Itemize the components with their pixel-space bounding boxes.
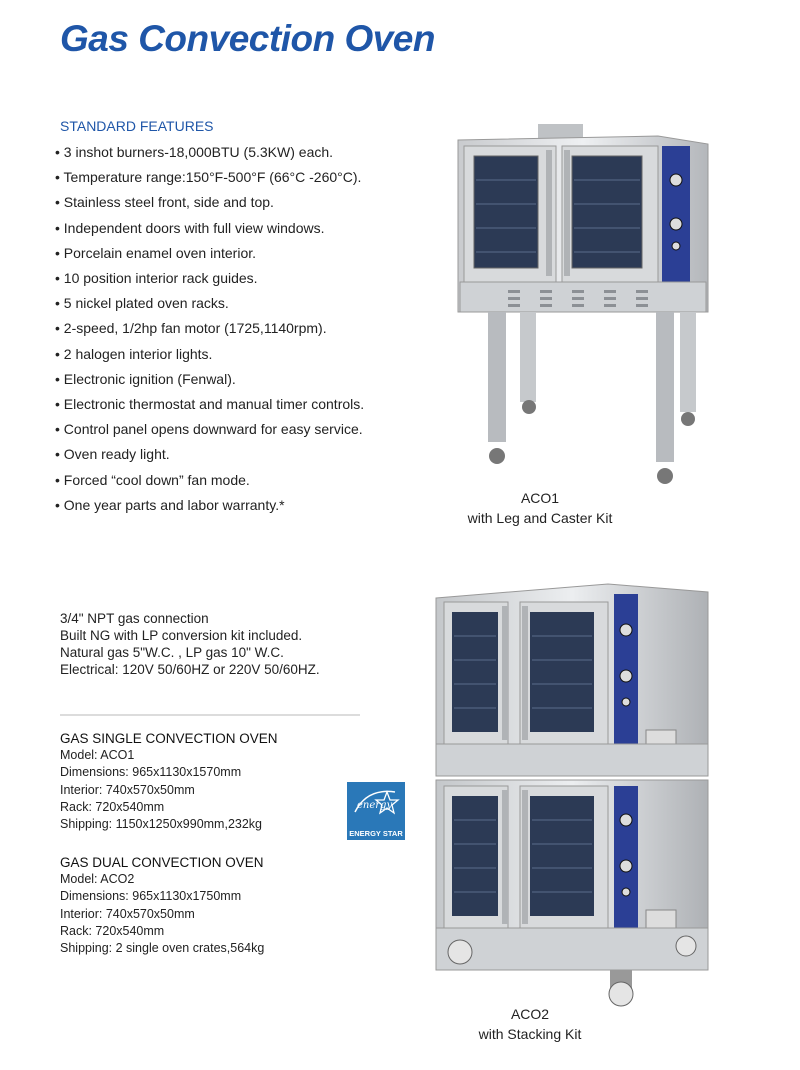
- feature-item: • Porcelain enamel oven interior.: [55, 241, 364, 266]
- spec-line: Interior: 740x570x50mm: [60, 906, 195, 921]
- feature-item: • 10 position interior rack guides.: [55, 266, 364, 291]
- gas-info-line: Natural gas 5"W.C. , LP gas 10" W.C.: [60, 645, 284, 660]
- single-oven-specs: [60, 730, 278, 833]
- standard-features-heading: STANDARD FEATURES: [60, 118, 214, 134]
- feature-item: • Independent doors with full view windows.: [55, 216, 364, 241]
- aco1-caption: [440, 488, 640, 528]
- feature-item: • Forced “cool down” fan mode.: [55, 468, 364, 493]
- gas-info-line: 3/4" NPT gas connection: [60, 611, 209, 626]
- aco1-caption-model: ACO1: [520, 490, 560, 506]
- aco2-caption-model: ACO2: [510, 1006, 550, 1022]
- aco2-caption-desc: with Stacking Kit: [478, 1026, 582, 1042]
- feature-item: • One year parts and labor warranty.*: [55, 493, 364, 518]
- star-icon: [347, 782, 405, 826]
- gas-info-line: Electrical: 120V 50/60HZ or 220V 50/60HZ.: [60, 662, 320, 677]
- spec-line: Dimensions: 965x1130x1570mm: [60, 765, 242, 780]
- feature-item: • Electronic ignition (Fenwal).: [55, 367, 364, 392]
- spec-line: Model: ACO1: [60, 748, 135, 763]
- feature-item: • Oven ready light.: [55, 442, 364, 467]
- spec-line: Rack: 720x540mm: [60, 923, 165, 938]
- spec-line: Shipping: 1150x1250x990mm,232kg: [60, 817, 262, 832]
- spec-line: Rack: 720x540mm: [60, 799, 165, 814]
- feature-item: • Control panel opens downward for easy service.: [55, 417, 364, 442]
- spec-line: Dimensions: 965x1130x1750mm: [60, 889, 242, 904]
- single-oven-heading: GAS SINGLE CONVECTION OVEN: [60, 731, 278, 746]
- gas-info-block: [60, 610, 320, 678]
- feature-item: • Stainless steel front, side and top.: [55, 190, 364, 215]
- spec-line: Shipping: 2 single oven crates,564kg: [60, 941, 265, 956]
- feature-item: • 2 halogen interior lights.: [55, 342, 364, 367]
- spec-line: Interior: 740x570x50mm: [60, 782, 195, 797]
- feature-item: • Electronic thermostat and manual timer controls.: [55, 392, 364, 417]
- spec-line: Model: ACO2: [60, 872, 135, 887]
- section-divider: [60, 714, 360, 716]
- aco2-caption: [430, 1004, 630, 1044]
- energy-star-label: ENERGY STAR: [349, 829, 403, 838]
- dual-oven-specs: [60, 854, 264, 957]
- dual-oven-heading: GAS DUAL CONVECTION OVEN: [60, 855, 264, 870]
- page-title: Gas Convection Oven: [60, 18, 435, 59]
- feature-item: • Temperature range:150°F-500°F (66°C -260°C).: [55, 165, 364, 190]
- energy-script: energy: [357, 800, 393, 811]
- energy-star-logo: [347, 782, 405, 840]
- aco1-oven-image: [450, 122, 715, 497]
- features-list: [55, 140, 364, 518]
- feature-item: • 5 nickel plated oven racks.: [55, 291, 364, 316]
- feature-item: • 3 inshot burners-18,000BTU (5.3KW) each.: [55, 140, 364, 165]
- gas-info-line: Built NG with LP conversion kit included.: [60, 628, 303, 643]
- aco1-caption-desc: with Leg and Caster Kit: [467, 510, 613, 526]
- aco2-oven-image: [432, 580, 714, 1010]
- feature-item: • 2-speed, 1/2hp fan motor (1725,1140rpm).: [55, 316, 364, 341]
